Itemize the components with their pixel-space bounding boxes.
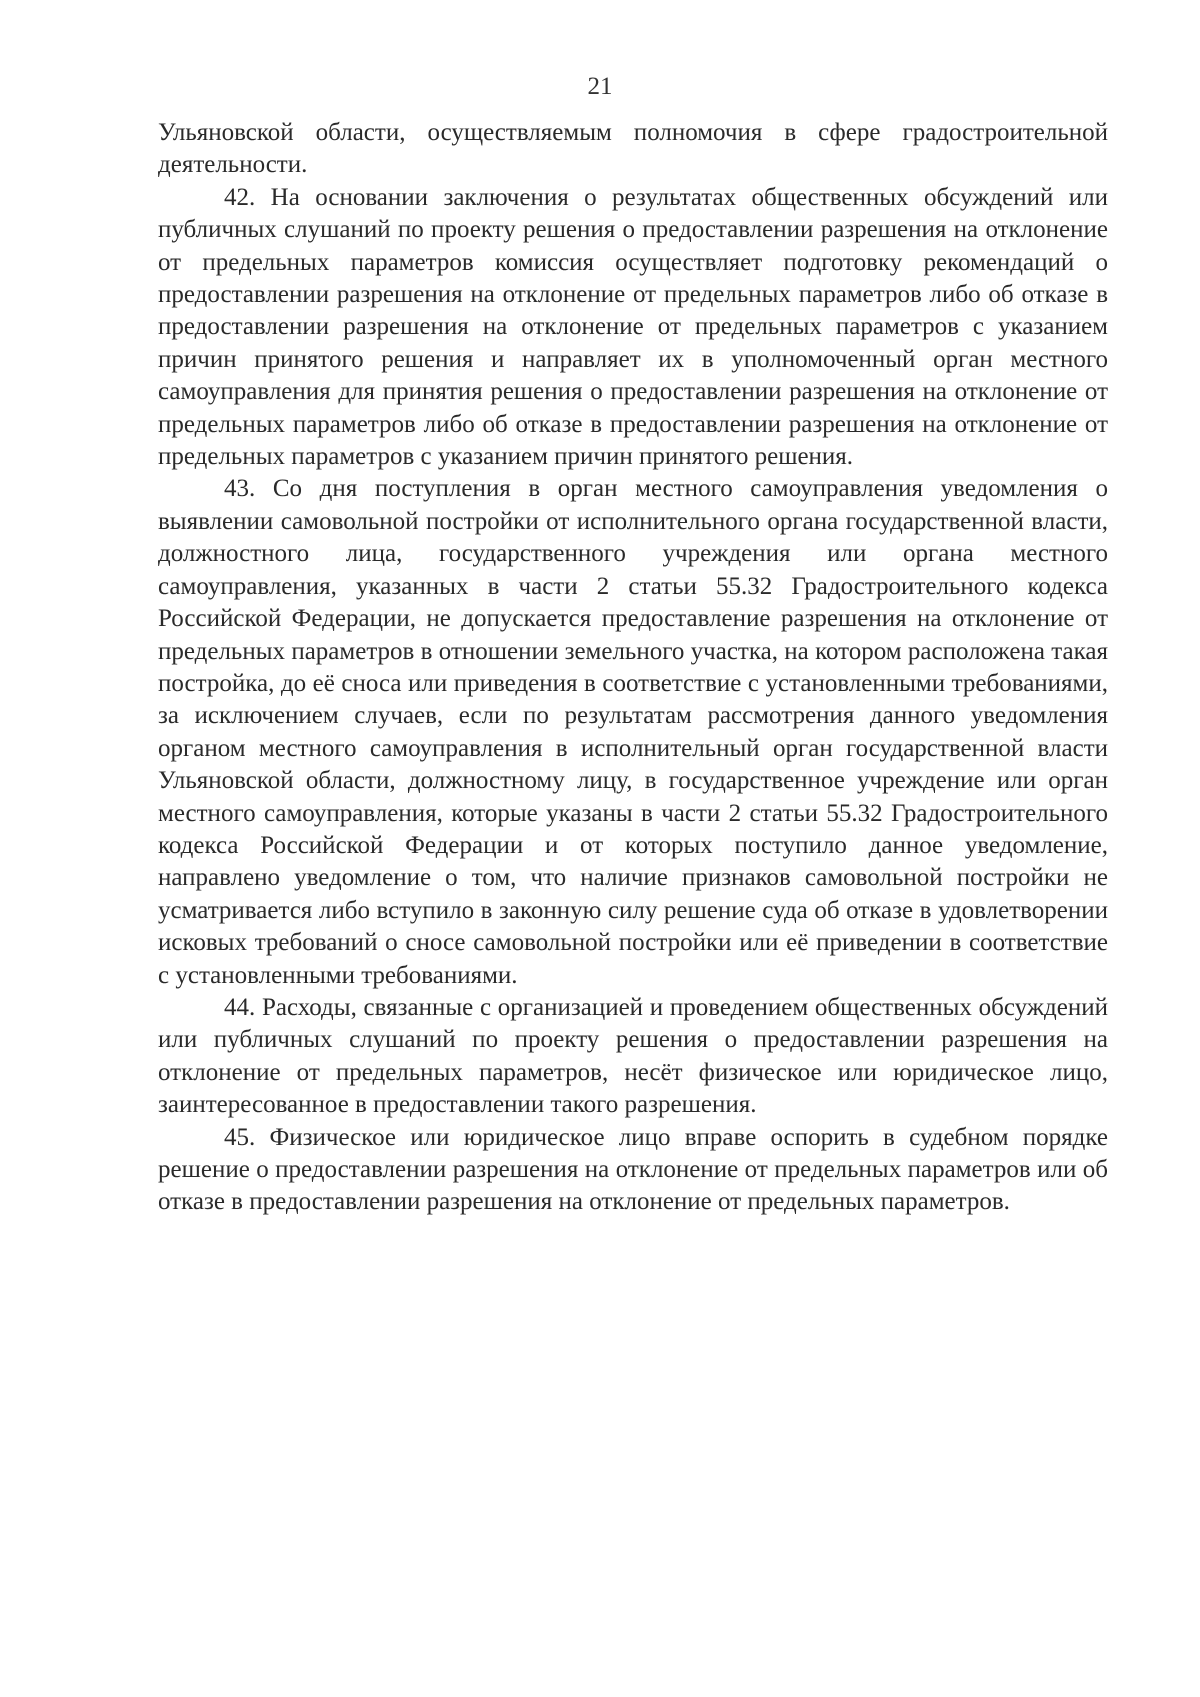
paragraph-45: 45. Физическое или юридическое лицо вправе оспорить в судебном порядке решение о предоставлении разрешения на отклонение от предельных параметров или об отказе в предоставлении разрешения на отклонение от предельных параметров. [158,1123,1108,1216]
paragraph-43: 43. Со дня поступления в орган местного самоуправления уведомления о выявлении самовольной постройки от исполнительного органа государственной власти, должностного лица, государственного учреждения или органа местного самоуправления, указанных в части 2 статьи 55.32 Градостроительного кодекса Российской Федерации, не допускается предоставление разрешения на отклонение от предельных параметров в отношении земельного участка, на котором расположена такая постройка, до её сноса или приведения в соответствие с установленными требованиями, за исключением случаев, если по результатам рассмотрения данного уведомления органом местного самоуправления в исполнительный орган государственной власти Ульяновской области, должностному лицу, в государственное учреждение или орган местного самоуправления, которые указаны в части 2 статьи 55.32 Градостроительного кодекса Российской Федерации и от которых поступило данное уведомление, направлено уведомление о том, что наличие признаков самовольной постройки не усматривается либо вступило в законную силу решение суда об отказе в удовлетворении исковых требований о сносе самовольной постройки или её приведении в соответствие с установленными требованиями. [158,475,1108,989]
paragraph-44: 44. Расходы, связанные с организацией и проведением общественных обсуждений или публичных слушаний по проекту решения о предоставлении разрешения на отклонение от предельных параметров, несёт физическое или юридическое лицо, заинтересованное в предоставлении такого разрешения. [158,993,1108,1119]
document-body [158,117,1108,1219]
page-number: 21 [587,73,613,100]
paragraph-continuation: Ульяновской области, осуществляемым полномочия в сфере градостроительной деятельности. [158,119,1108,179]
paragraph-42: 42. На основании заключения о результатах общественных обсуждений или публичных слушаний по проекту решения о предоставлении разрешения на отклонение от предельных параметров комиссия осуществляет подготовку рекомендаций о предоставлении разрешения на отклонение от предельных параметров либо об отказе в предоставлении разрешения на отклонение от предельных параметров с указанием причин принятого решения и направляет их в уполномоченный орган местного самоуправления для принятия решения о предоставлении разрешения на отклонение от предельных параметров либо об отказе в предоставлении разрешения на отклонение от предельных параметров с указанием причин принятого решения. [158,183,1108,471]
